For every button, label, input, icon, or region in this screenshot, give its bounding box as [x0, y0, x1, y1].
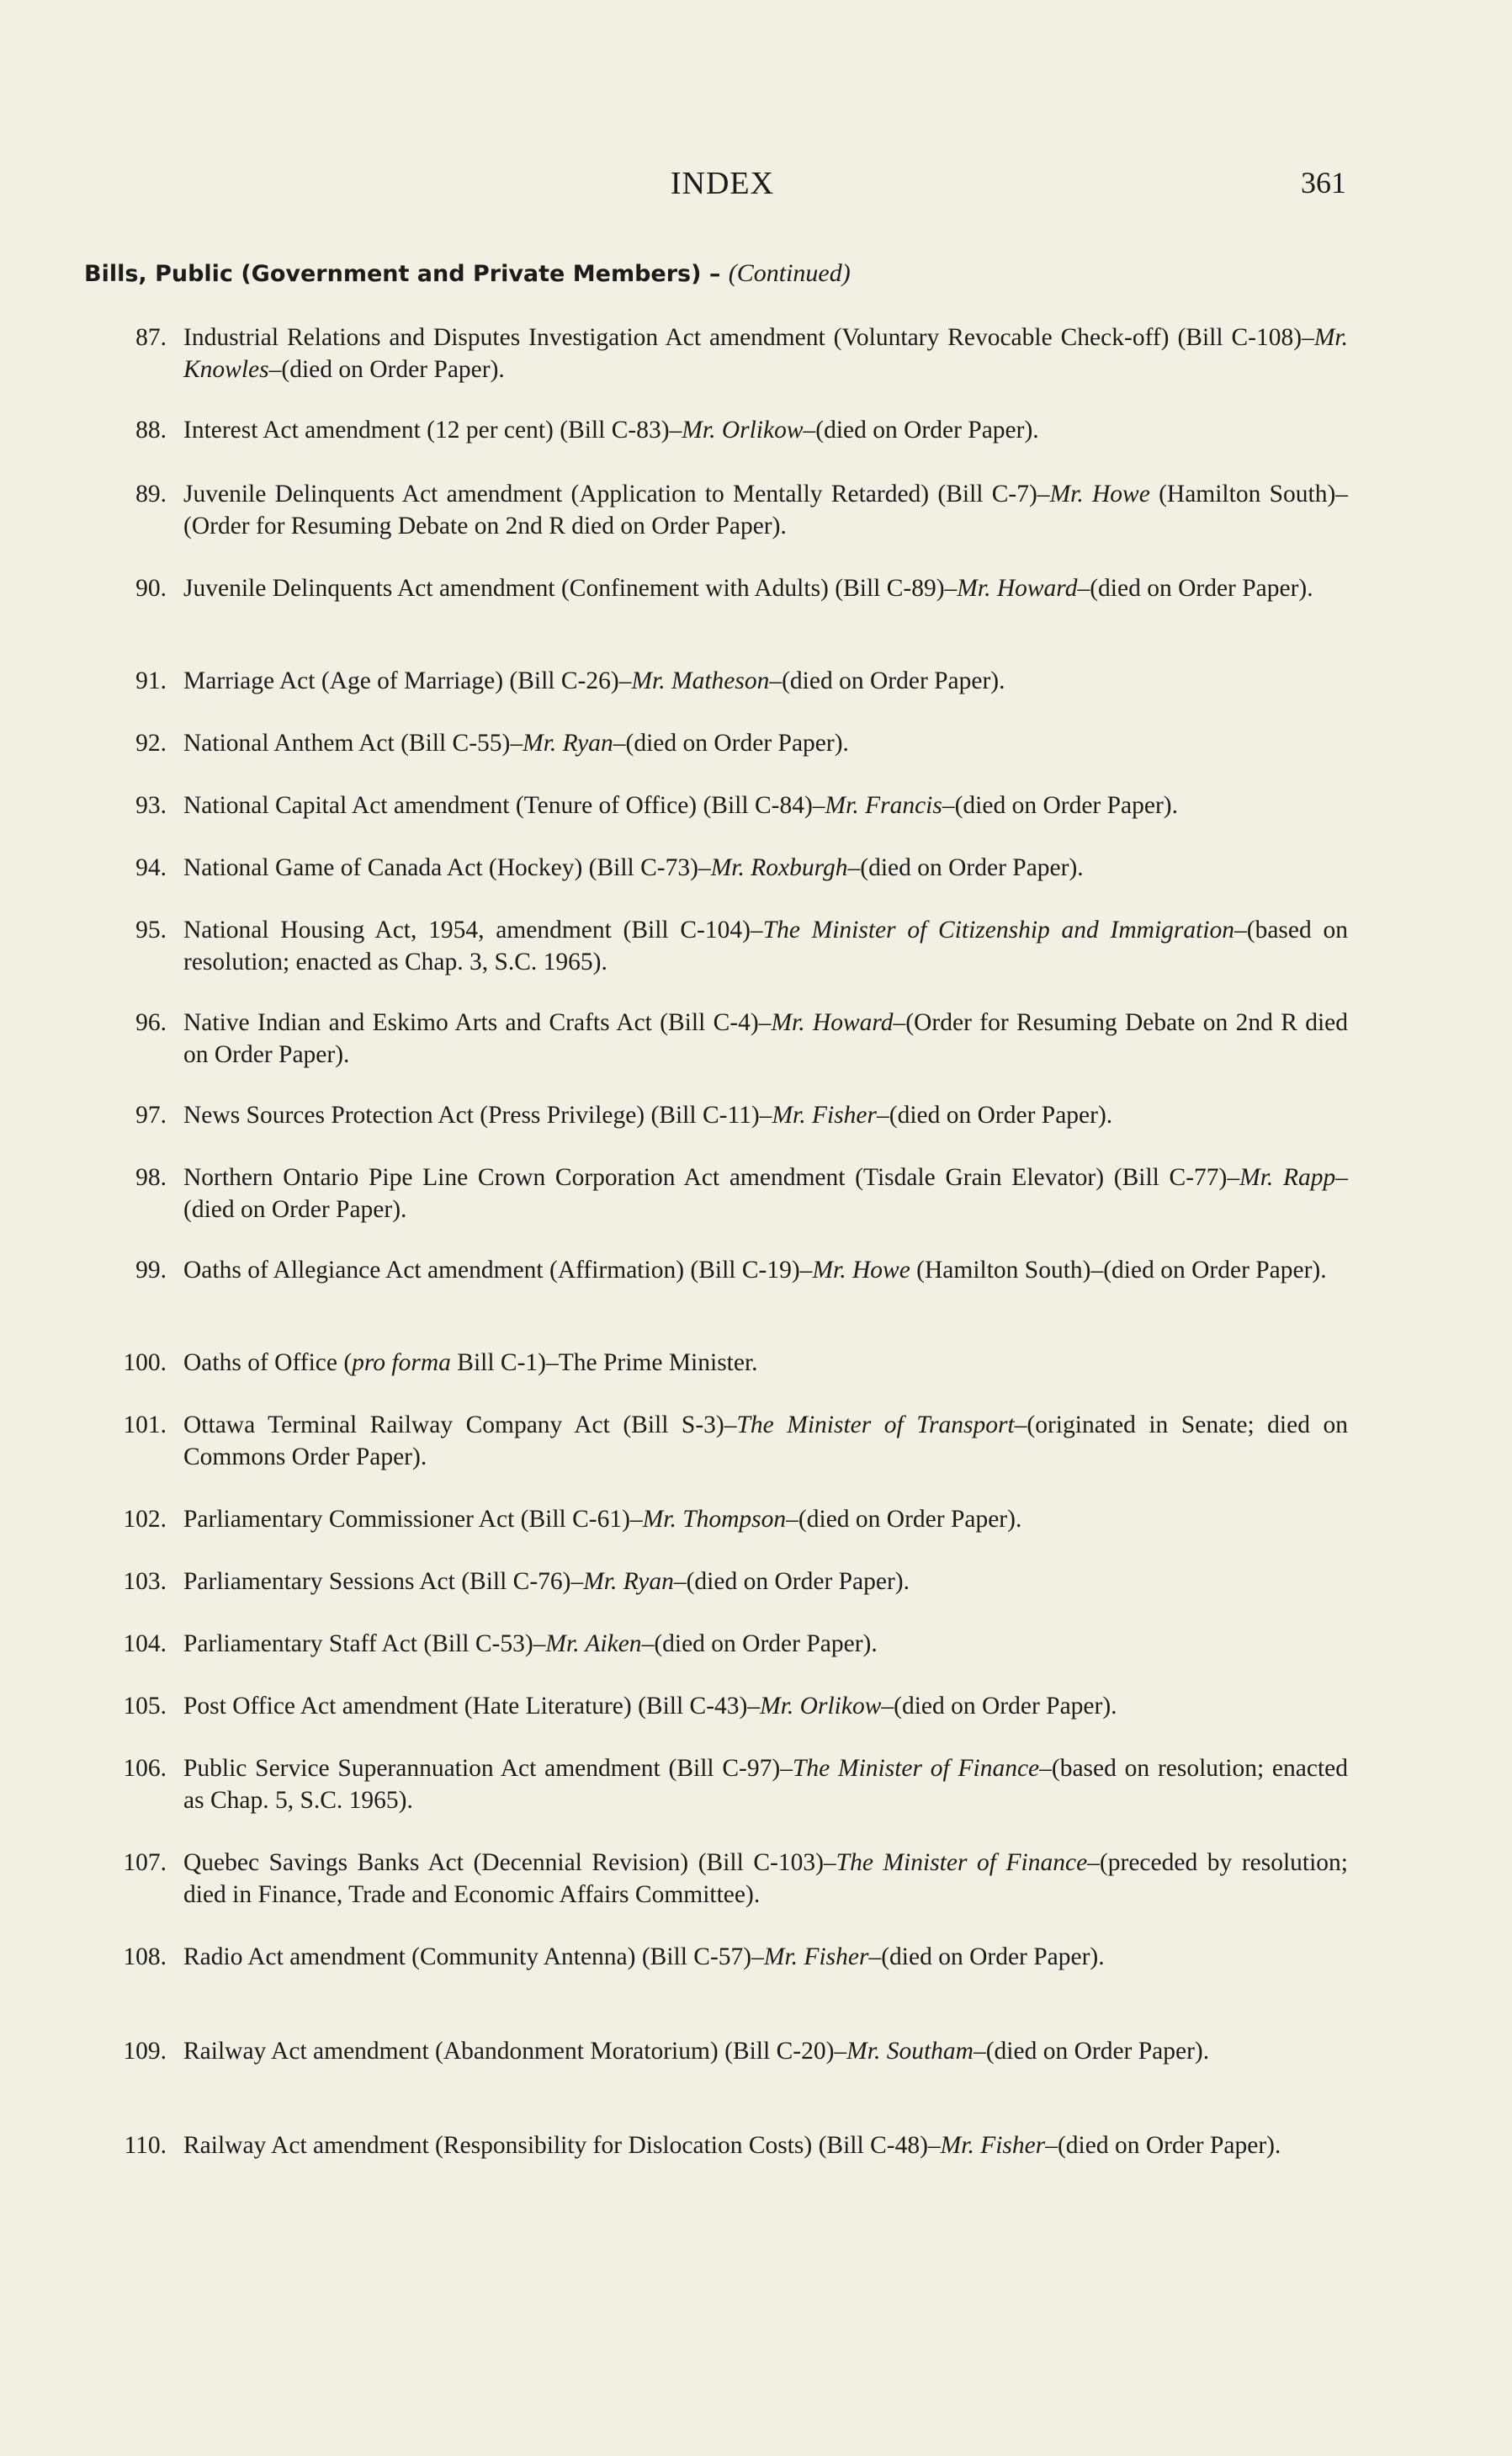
- entry-sponsor: Mr. Francis: [825, 792, 942, 819]
- entry-sponsor: Mr. Fisher: [940, 2132, 1046, 2159]
- entry-number: 107.: [123, 1849, 167, 1876]
- entry-sponsor: Mr. Ryan: [583, 1568, 674, 1595]
- entry-text: [183, 2129, 1348, 2161]
- entry-text: [183, 2035, 1348, 2067]
- entry-sponsor: Mr. Howard: [771, 1009, 894, 1036]
- entry-title: Interest Act amendment (12 per cent) (Bill C-83)–: [183, 417, 682, 444]
- entry-text: [183, 414, 1348, 446]
- entry-text: [183, 1347, 1348, 1379]
- entry-status: Bill C-1)–The Prime Minister.: [450, 1349, 758, 1376]
- entry-text: [183, 852, 1348, 884]
- entry-title: Railway Act amendment (Abandonment Moratorium) (Bill C-20)–: [183, 2038, 847, 2065]
- entry-status: –(died on Order Paper).: [877, 1102, 1113, 1129]
- entry-title: Oaths of Office (: [183, 1349, 353, 1376]
- entry-status: –(died on Order Paper).: [268, 356, 505, 383]
- entry-status: –(died on Order Paper).: [1045, 2132, 1281, 2159]
- entry-status: –(died on Order Paper).: [881, 1693, 1117, 1720]
- entry-sponsor: Mr. Roxburgh: [710, 854, 848, 881]
- entry-status: –(died on Order Paper).: [942, 792, 1178, 819]
- entry-title: National Anthem Act (Bill C-55)–: [183, 730, 523, 757]
- entry-number: 98.: [135, 1164, 167, 1191]
- entry-text: [183, 665, 1348, 697]
- entry-number: 92.: [135, 730, 167, 757]
- entry-sponsor: The Minister of Transport: [736, 1411, 1015, 1438]
- entry-title: Industrial Relations and Disputes Investigation Act amendment (Voluntary Revocable Check-off) (Bill C-108)–: [183, 324, 1314, 351]
- entry-title: Marriage Act (Age of Marriage) (Bill C-26)–: [183, 667, 632, 694]
- entry-title: Railway Act amendment (Responsibility for Dislocation Costs) (Bill C-48)–: [183, 2132, 941, 2159]
- entry-sponsor: Mr. Fisher: [772, 1102, 877, 1129]
- entry-title: National Housing Act, 1954, amendment (Bill C-104)–: [183, 917, 763, 944]
- entry-number: 88.: [135, 417, 167, 444]
- entry-text: [183, 914, 1348, 978]
- entry-status: –(based on resolution; enacted as Chap. 3, S.C. 1965).: [183, 917, 1348, 975]
- entry-title: Quebec Savings Banks Act (Decennial Revision) (Bill C-103)–: [183, 1849, 836, 1876]
- entry-number: 91.: [135, 667, 167, 694]
- entry-number: 104.: [123, 1630, 167, 1657]
- entry-text: [183, 789, 1348, 821]
- entry-title: Post Office Act amendment (Hate Literature) (Bill C-43)–: [183, 1693, 761, 1720]
- entry-sponsor: pro forma: [352, 1349, 451, 1376]
- entry-title: Radio Act amendment (Community Antenna) (Bill C-57)–: [183, 1943, 764, 1970]
- entry-title: Parliamentary Sessions Act (Bill C-76)–: [183, 1568, 584, 1595]
- section-title: Bills, Public (Government and Private Members) –: [84, 261, 721, 287]
- entry-number: 93.: [135, 792, 167, 819]
- entry-text: [183, 322, 1348, 385]
- entry-title: Public Service Superannuation Act amendment (Bill C-97)–: [183, 1755, 793, 1782]
- entry-sponsor: Mr. Aiken: [545, 1630, 642, 1657]
- entry-text: [183, 1503, 1348, 1535]
- entry-number: 87.: [135, 324, 167, 351]
- entry-number: 108.: [123, 1943, 167, 1970]
- section-heading: [84, 259, 1430, 288]
- entry-text: [183, 1628, 1348, 1660]
- entry-title: Parliamentary Staff Act (Bill C-53)–: [183, 1630, 546, 1657]
- entry-sponsor: Mr. Fisher: [763, 1943, 869, 1970]
- entry-number: 89.: [135, 481, 167, 508]
- entry-sponsor: Mr. Orlikow: [682, 417, 804, 444]
- entry-status: –(died on Order Paper).: [803, 417, 1039, 444]
- entry-text: [183, 1099, 1348, 1131]
- entry-status: –(died on Order Paper).: [847, 854, 1084, 881]
- entry-number: 109.: [123, 2038, 167, 2065]
- entry-title: Juvenile Delinquents Act amendment (Application to Mentally Retarded) (Bill C-7)–: [183, 481, 1050, 508]
- entry-status: –(Order for Resuming Debate on 2nd R died on Order Paper).: [183, 1009, 1348, 1068]
- entry-number: 103.: [123, 1568, 167, 1595]
- entry-sponsor: Mr. Knowles: [183, 324, 1348, 383]
- entry-title: National Game of Canada Act (Hockey) (Bill C-73)–: [183, 854, 711, 881]
- entry-title: Northern Ontario Pipe Line Crown Corporation Act amendment (Tisdale Grain Elevator) (Bill C-77)–: [183, 1164, 1240, 1191]
- page-number: 361: [1301, 166, 1346, 199]
- entry-text: [183, 572, 1348, 604]
- entry-number: 90.: [135, 575, 167, 602]
- entry-text: [183, 1162, 1348, 1225]
- entry-number: 101.: [123, 1411, 167, 1438]
- entry-text: [183, 1409, 1348, 1473]
- entry-status: (Hamilton South)–(Order for Resuming Debate on 2nd R died on Order Paper).: [183, 481, 1349, 540]
- entry-title: News Sources Protection Act (Press Privilege) (Bill C-11)–: [183, 1102, 772, 1129]
- entry-sponsor: Mr. Howe: [812, 1257, 910, 1284]
- entry-status: –(originated in Senate; died on Commons Order Paper).: [183, 1411, 1348, 1470]
- entry-number: 94.: [135, 854, 167, 881]
- entry-status: –(died on Order Paper).: [973, 2038, 1210, 2065]
- entry-status: –(died on Order Paper).: [673, 1568, 910, 1595]
- entry-number: 106.: [123, 1755, 167, 1782]
- entry-sponsor: Mr. Thompson: [642, 1506, 787, 1533]
- entry-number: 100.: [123, 1349, 167, 1376]
- entry-status: –(based on resolution; enacted as Chap. 5, S.C. 1965).: [183, 1755, 1348, 1814]
- entry-number: 95.: [135, 917, 167, 944]
- entry-number: 97.: [135, 1102, 167, 1129]
- entry-number: 99.: [135, 1257, 167, 1284]
- entry-text: [183, 478, 1348, 542]
- entry-status: –(died on Order Paper).: [183, 1164, 1349, 1223]
- entry-status: –(died on Order Paper).: [613, 730, 849, 757]
- entry-title: Ottawa Terminal Railway Company Act (Bill S-3)–: [183, 1411, 737, 1438]
- entry-status: (Hamilton South)–(died on Order Paper).: [910, 1257, 1327, 1284]
- entry-title: Parliamentary Commissioner Act (Bill C-61)–: [183, 1506, 643, 1533]
- entry-title: Oaths of Allegiance Act amendment (Affirmation) (Bill C-19)–: [183, 1257, 813, 1284]
- entry-sponsor: The Minister of Finance: [836, 1849, 1088, 1876]
- running-title: INDEX: [670, 166, 775, 201]
- entry-text: [183, 1752, 1348, 1816]
- entry-sponsor: Mr. Southam: [846, 2038, 974, 2065]
- entry-text: [183, 727, 1348, 759]
- entry-sponsor: Mr. Ryan: [523, 730, 613, 757]
- entry-sponsor: The Minister of Citizenship and Immigration: [762, 917, 1235, 944]
- entry-text: [183, 1690, 1348, 1722]
- entry-sponsor: Mr. Orlikow: [760, 1693, 882, 1720]
- entry-title: National Capital Act amendment (Tenure of Office) (Bill C-84)–: [183, 792, 825, 819]
- entry-sponsor: Mr. Howe: [1049, 481, 1150, 508]
- entry-title: Juvenile Delinquents Act amendment (Confinement with Adults) (Bill C-89)–: [183, 575, 958, 602]
- entry-number: 105.: [123, 1693, 167, 1720]
- entry-sponsor: Mr. Rapp: [1239, 1164, 1336, 1191]
- entry-status: –(preceded by resolution; died in Finance, Trade and Economic Affairs Committee).: [183, 1849, 1348, 1908]
- entry-status: –(died on Order Paper).: [1077, 575, 1313, 602]
- entry-sponsor: Mr. Matheson: [631, 667, 770, 694]
- entry-text: [183, 1007, 1348, 1071]
- entry-status: –(died on Order Paper).: [769, 667, 1005, 694]
- entry-status: –(died on Order Paper).: [868, 1943, 1105, 1970]
- entry-text: [183, 1566, 1348, 1597]
- entry-status: –(died on Order Paper).: [641, 1630, 878, 1657]
- entry-title: Native Indian and Eskimo Arts and Crafts Act (Bill C-4)–: [183, 1009, 772, 1036]
- entry-number: 96.: [135, 1009, 167, 1036]
- entry-text: [183, 1941, 1348, 1973]
- entry-sponsor: Mr. Howard: [957, 575, 1078, 602]
- entry-text: [183, 1254, 1348, 1286]
- entry-number: 110.: [124, 2132, 167, 2159]
- entry-sponsor: The Minister of Finance: [792, 1755, 1040, 1782]
- entry-status: –(died on Order Paper).: [786, 1506, 1022, 1533]
- entry-text: [183, 1847, 1348, 1911]
- entry-number: 102.: [123, 1506, 167, 1533]
- section-continued: (Continued): [728, 259, 851, 287]
